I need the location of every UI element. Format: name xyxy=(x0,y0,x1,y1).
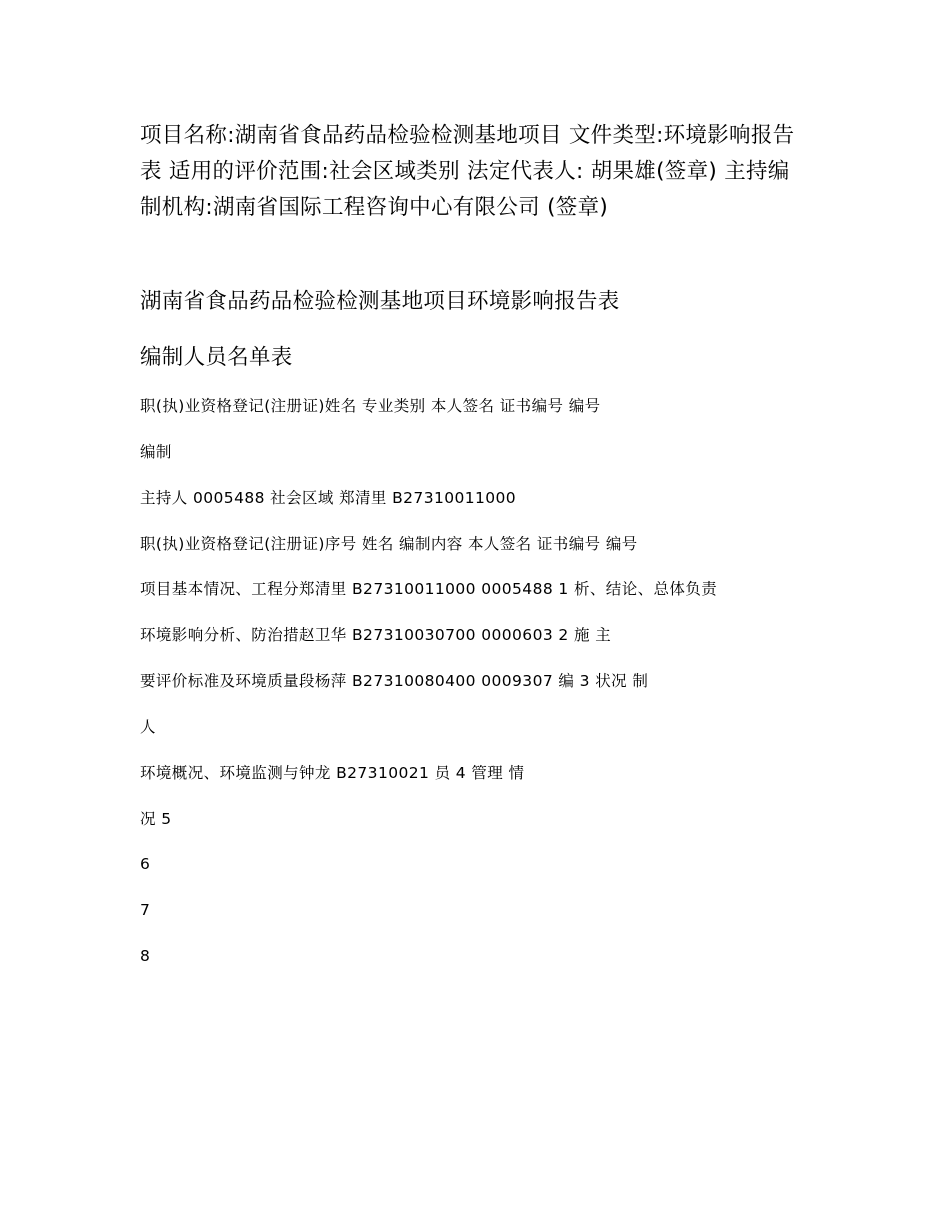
text-line: 要评价标准及环境质量段杨萍 B27310080400 0009307 编 3 状况 制 xyxy=(140,672,649,690)
text-line: 环境影响分析、防治措赵卫华 B27310030700 0000603 2 施 主 xyxy=(140,626,612,644)
project-info-paragraph: 项目名称:湖南省食品药品检验检测基地项目 文件类型:环境影响报告表 适用的评价范围:社会区域类别 法定代表人: 胡果雄(签章) 主持编制机构:湖南省国际工程咨询中心有限公司 (签章) xyxy=(140,123,795,220)
section-title: 编制人员名单表 xyxy=(140,345,293,370)
text-line: 6 xyxy=(140,855,151,873)
text-line: 7 xyxy=(140,901,151,919)
text-line: 8 xyxy=(140,947,151,965)
text-line: 环境概况、环境监测与钟龙 B27310021 员 4 管理 情 xyxy=(140,764,525,782)
text-line: 职(执)业资格登记(注册证)序号 姓名 编制内容 本人签名 证书编号 编号 xyxy=(140,535,638,553)
text-line: 编制 xyxy=(140,443,172,461)
text-line: 人 xyxy=(140,718,156,736)
report-title: 湖南省食品药品检验检测基地项目环境影响报告表 xyxy=(140,289,620,314)
text-line: 职(执)业资格登记(注册证)姓名 专业类别 本人签名 证书编号 编号 xyxy=(140,397,601,415)
text-line: 项目基本情况、工程分郑清里 B27310011000 0005488 1 析、结论、总体负责 xyxy=(140,580,718,598)
text-line: 况 5 xyxy=(140,810,172,828)
text-line: 主持人 0005488 社会区域 郑清里 B27310011000 xyxy=(140,489,517,507)
